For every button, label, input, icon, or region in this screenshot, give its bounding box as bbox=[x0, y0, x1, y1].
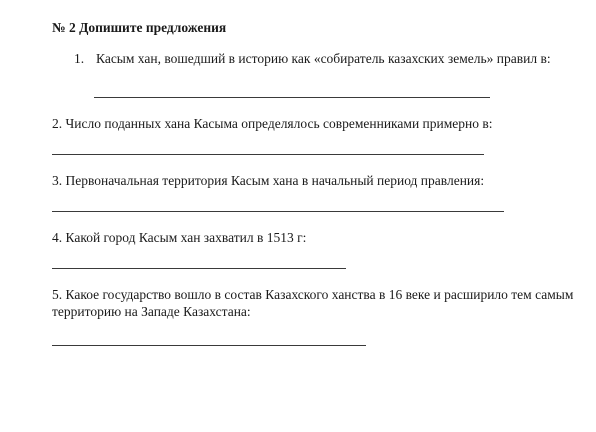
question-number: 4. bbox=[52, 230, 63, 245]
question-1 bbox=[74, 50, 551, 67]
question-number: 5. bbox=[52, 287, 63, 302]
question-2 bbox=[52, 115, 493, 132]
question-number: 2. bbox=[52, 116, 63, 131]
answer-line-2[interactable] bbox=[52, 154, 484, 155]
question-number: 1. bbox=[74, 51, 85, 66]
question-text: Первоначальная территория Касым хана в начальный период правления: bbox=[65, 173, 485, 188]
question-text: Число поданных хана Касыма определялось современниками примерно в: bbox=[65, 116, 493, 131]
answer-line-5[interactable] bbox=[52, 345, 366, 346]
question-number: 3. bbox=[52, 173, 63, 188]
question-3 bbox=[52, 172, 484, 189]
answer-line-4[interactable] bbox=[52, 268, 346, 269]
question-text: Касым хан, вошедший в историю как «собиратель казахских земель» правил в: bbox=[96, 51, 551, 66]
question-4 bbox=[52, 229, 306, 246]
question-5 bbox=[52, 286, 582, 320]
question-text: Какое государство вошло в состав Казахского ханства в 16 веке и расширило тем самым территорию на Западе Казахстана: bbox=[52, 287, 574, 319]
answer-line-1[interactable] bbox=[94, 97, 490, 98]
answer-line-3[interactable] bbox=[52, 211, 504, 212]
exercise-heading: № 2 Допишите предложения bbox=[52, 20, 227, 35]
question-text: Какой город Касым хан захватил в 1513 г: bbox=[65, 230, 307, 245]
